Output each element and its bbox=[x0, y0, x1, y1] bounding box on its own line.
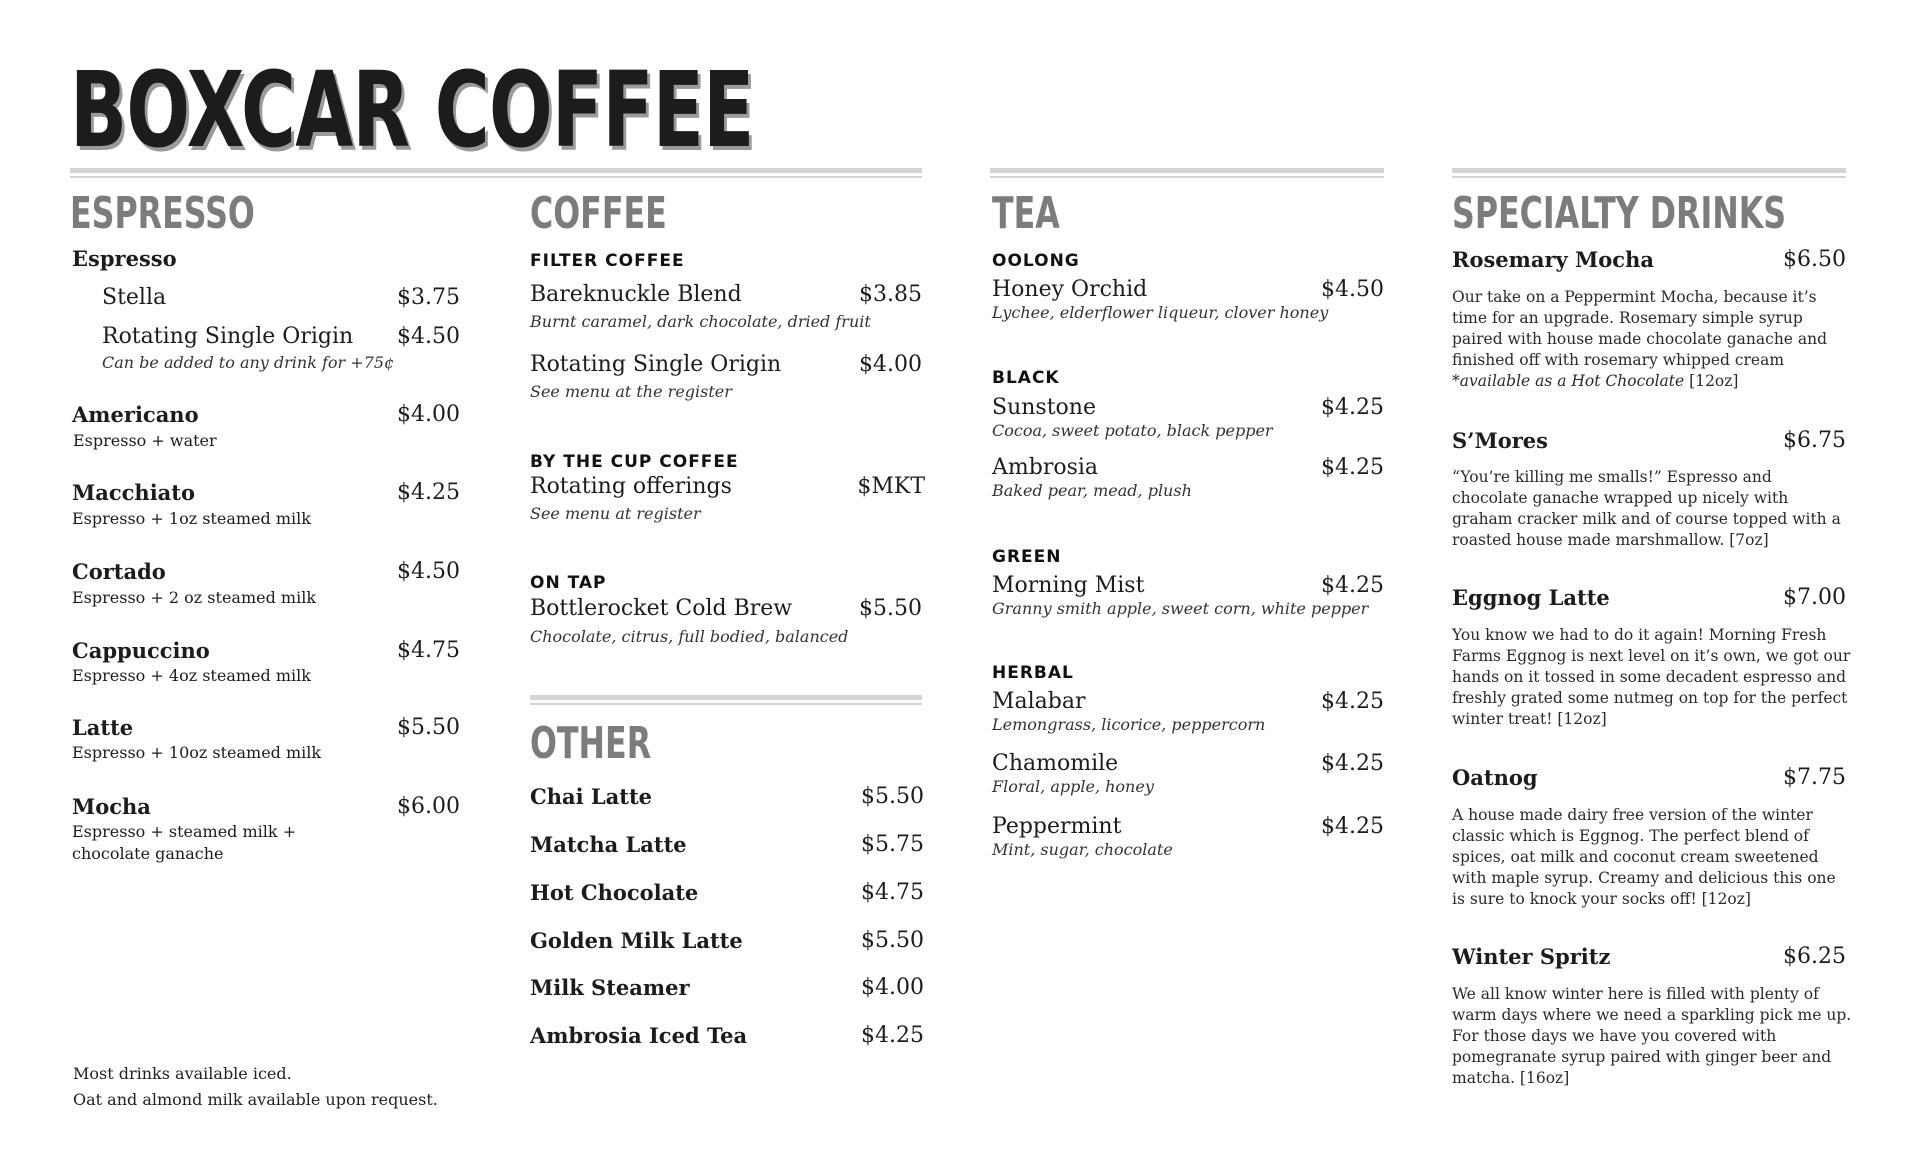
item-name: S’Mores bbox=[1452, 428, 1548, 453]
section-title-other: OTHER bbox=[530, 718, 652, 769]
item-price: $4.25 bbox=[1321, 455, 1384, 480]
item-name: Americano bbox=[72, 402, 199, 427]
item-name: Macchiato bbox=[72, 480, 195, 505]
section-title-coffee: COFFEE bbox=[530, 188, 667, 239]
item-description: Chocolate, citrus, full bodied, balanced bbox=[530, 627, 849, 646]
item-price: $4.50 bbox=[397, 559, 460, 584]
item-description: Mint, sugar, chocolate bbox=[992, 840, 1173, 859]
item-description: A house made dairy free version of the winter classic which is Eggnog. The perfect blend of spices, oat milk and coconut cream sweetened with maple syrup. Creamy and delicious this one is sure to knock your socks off! [12oz] bbox=[1452, 806, 1836, 908]
item-description: Granny smith apple, sweet corn, white pepper bbox=[992, 599, 1369, 618]
item-price: $5.50 bbox=[859, 596, 922, 621]
divider-rule bbox=[530, 695, 922, 700]
item-price: $3.85 bbox=[859, 282, 922, 307]
item-description: See menu at the register bbox=[530, 382, 732, 401]
divider-rule bbox=[990, 168, 1384, 173]
item-price: $4.25 bbox=[861, 1023, 924, 1048]
item-name: Peppermint bbox=[992, 814, 1122, 839]
description-text: Our take on a Peppermint Mocha, because it’s time for an upgrade. Rosemary simple syrup paired with house made chocolate ganache and finished off with rosemary whipped cream bbox=[1452, 288, 1828, 369]
item-name: Sunstone bbox=[992, 395, 1096, 420]
item-note: Can be added to any drink for +75¢ bbox=[102, 353, 395, 372]
item-price: $6.50 bbox=[1783, 247, 1846, 272]
item-name: Rosemary Mocha bbox=[1452, 247, 1654, 272]
item-name: Malabar bbox=[992, 689, 1086, 714]
item-description: Burnt caramel, dark chocolate, dried fruit bbox=[530, 312, 871, 331]
item-name: Chamomile bbox=[992, 751, 1119, 776]
item-price: $4.00 bbox=[397, 402, 460, 427]
item-name: Morning Mist bbox=[992, 573, 1145, 598]
subheading-herbal: HERBAL bbox=[992, 663, 1074, 683]
footnote: Most drinks available iced. bbox=[73, 1064, 292, 1083]
item-price: $4.50 bbox=[1321, 277, 1384, 302]
item-description: We all know winter here is filled with plenty of warm days where we need a sparkling pick me up. For those days we have you covered with pomegranate syrup paired with ginger beer and matcha. [16oz] bbox=[1452, 985, 1852, 1087]
item-price: $3.75 bbox=[397, 285, 460, 310]
item-name: Bottlerocket Cold Brew bbox=[530, 596, 793, 621]
section-title-tea: TEA bbox=[992, 188, 1060, 239]
item-description: Espresso + 10oz steamed milk bbox=[72, 743, 322, 762]
item-name: Eggnog Latte bbox=[1452, 585, 1610, 610]
description-size: [12oz] bbox=[1689, 372, 1739, 390]
item-price: $4.75 bbox=[861, 880, 924, 905]
item-name: Ambrosia Iced Tea bbox=[530, 1023, 748, 1048]
item-price: $4.00 bbox=[861, 975, 924, 1000]
item-price: $4.00 bbox=[859, 352, 922, 377]
item-price: $4.75 bbox=[397, 638, 460, 663]
divider-rule bbox=[1452, 168, 1846, 173]
item-name: Hot Chocolate bbox=[530, 880, 699, 905]
item-name: Mocha bbox=[72, 794, 151, 819]
item-description: Floral, apple, honey bbox=[992, 777, 1154, 796]
item-description: Baked pear, mead, plush bbox=[992, 481, 1192, 500]
divider-rule bbox=[70, 168, 922, 173]
item-price: $4.25 bbox=[1321, 814, 1384, 839]
subheading-oolong: OOLONG bbox=[992, 251, 1080, 271]
item-name: Rotating Single Origin bbox=[530, 352, 782, 377]
item-price: $6.75 bbox=[1783, 428, 1846, 453]
item-name: Cortado bbox=[72, 559, 166, 584]
item-description: Lemongrass, licorice, peppercorn bbox=[992, 715, 1266, 734]
footnote: Oat and almond milk available upon request. bbox=[73, 1090, 438, 1109]
item-price: $MKT bbox=[857, 474, 925, 499]
item-price: $6.25 bbox=[1783, 944, 1846, 969]
item-description: Cocoa, sweet potato, black pepper bbox=[992, 421, 1273, 440]
item-name: Stella bbox=[102, 285, 167, 310]
item-price: $5.75 bbox=[861, 832, 924, 857]
item-name: Milk Steamer bbox=[530, 975, 690, 1000]
item-description: Lychee, elderflower liqueur, clover honey bbox=[992, 303, 1329, 322]
item-name: Ambrosia bbox=[992, 455, 1099, 480]
subheading-green: GREEN bbox=[992, 547, 1062, 567]
item-price: $4.25 bbox=[1321, 751, 1384, 776]
item-price: $5.50 bbox=[397, 715, 460, 740]
item-price: $4.25 bbox=[397, 480, 460, 505]
brand-title: BOXCAR COFFEE bbox=[70, 49, 754, 171]
item-name: Bareknuckle Blend bbox=[530, 282, 742, 307]
item-name: Oatnog bbox=[1452, 765, 1538, 790]
item-price: $5.50 bbox=[861, 784, 924, 809]
item-price: $6.00 bbox=[397, 794, 460, 819]
item-price: $4.25 bbox=[1321, 689, 1384, 714]
subheading-by-the-cup: BY THE CUP COFFEE bbox=[530, 452, 739, 472]
item-name: Rotating Single Origin bbox=[102, 324, 354, 349]
item-price: $4.25 bbox=[1321, 573, 1384, 598]
item-price: $4.50 bbox=[397, 324, 460, 349]
item-description: Espresso + steamed milk + bbox=[72, 822, 297, 841]
item-name: Latte bbox=[72, 715, 134, 740]
espresso-heading: Espresso bbox=[72, 246, 177, 271]
item-name: Honey Orchid bbox=[992, 277, 1148, 302]
section-title-espresso: ESPRESSO bbox=[70, 188, 255, 239]
item-name: Cappuccino bbox=[72, 638, 210, 663]
item-description: Espresso + water bbox=[73, 431, 217, 450]
item-description: “You’re killing me smalls!” Espresso and chocolate ganache wrapped up nicely with graham cracker milk and of course topped with a roasted house made marshmallow. [7oz] bbox=[1452, 468, 1841, 549]
item-description: You know we had to do it again! Morning Fresh Farms Eggnog is next level on it’s own, we got our hands on it tossed in some decadent espresso and freshly grated some nutmeg on top for the perfect winter treat! [12oz] bbox=[1452, 626, 1851, 728]
item-name: Golden Milk Latte bbox=[530, 928, 743, 953]
item-price: $7.75 bbox=[1783, 765, 1846, 790]
description-note: *available as a Hot Chocolate bbox=[1452, 372, 1685, 390]
item-description: Espresso + 1oz steamed milk bbox=[72, 509, 311, 528]
section-title-specialty: SPECIALTY DRINKS bbox=[1452, 188, 1787, 239]
item-price: $5.50 bbox=[861, 928, 924, 953]
item-description: See menu at register bbox=[530, 504, 701, 523]
item-name: Rotating offerings bbox=[530, 474, 732, 499]
item-name: Winter Spritz bbox=[1452, 944, 1611, 969]
item-description: chocolate ganache bbox=[72, 844, 224, 863]
item-name: Chai Latte bbox=[530, 784, 653, 809]
subheading-on-tap: ON TAP bbox=[530, 573, 607, 593]
item-price: $7.00 bbox=[1783, 585, 1846, 610]
item-name: Matcha Latte bbox=[530, 832, 687, 857]
item-description: Espresso + 2 oz steamed milk bbox=[72, 588, 317, 607]
subheading-black: BLACK bbox=[992, 368, 1060, 388]
item-description: Espresso + 4oz steamed milk bbox=[72, 666, 311, 685]
item-description bbox=[1452, 287, 1852, 392]
subheading-filter-coffee: FILTER COFFEE bbox=[530, 251, 685, 271]
item-price: $4.25 bbox=[1321, 395, 1384, 420]
